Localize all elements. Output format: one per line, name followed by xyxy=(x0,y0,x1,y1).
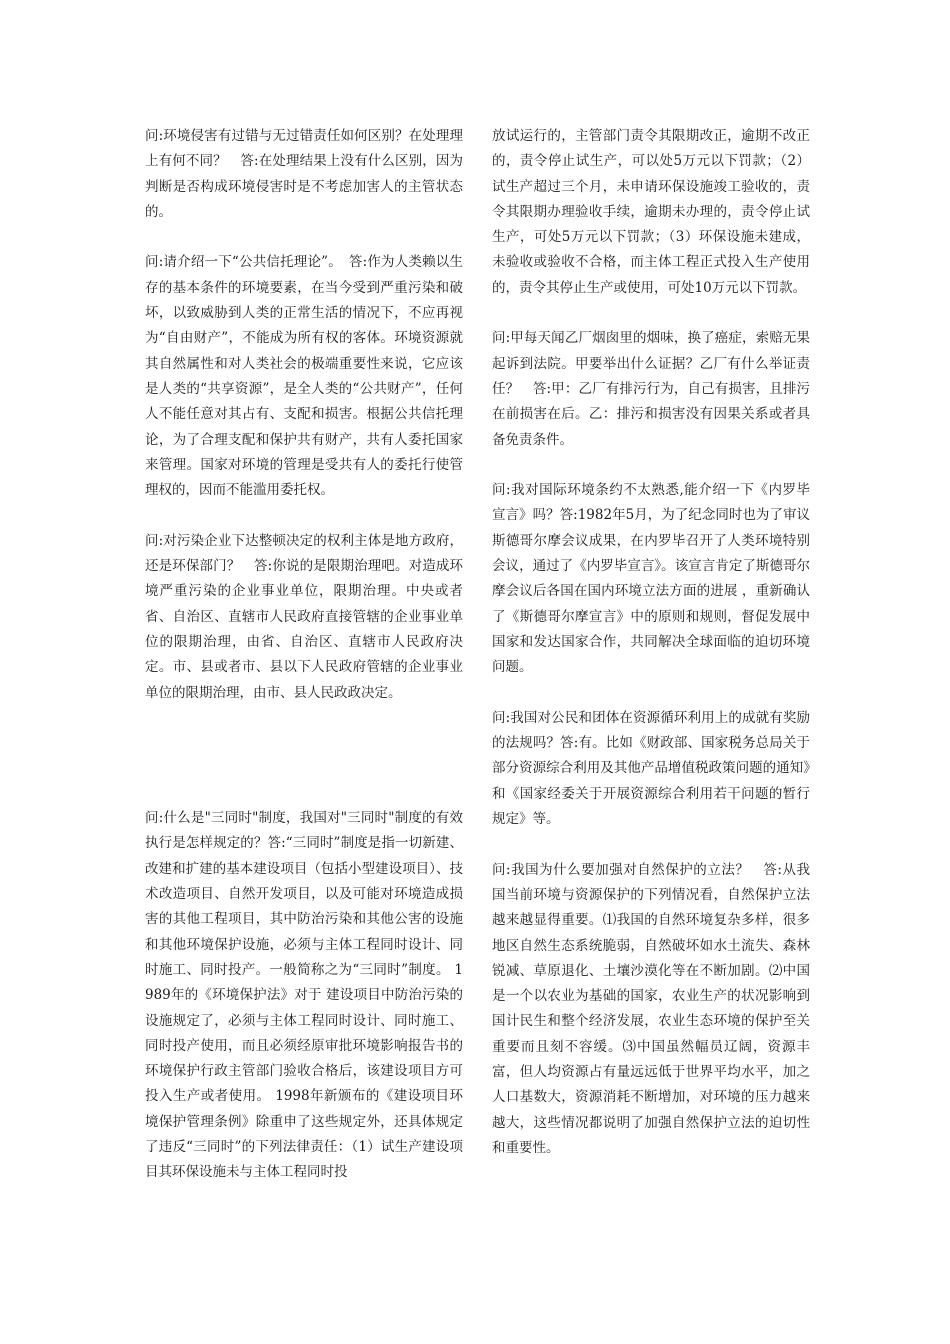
left-column xyxy=(145,124,463,1211)
qa-public-trust-theory: 问:请介绍一下“公共信托理论”。 答:作为人类赖以生存的基本条件的环境要素，在当今受到严重污染和破坏，以致威胁到人类的正常生活的情况下，不应再视为“自由财产”，不能成为所有权的客体。环境资源就其自然属性和对人类社会的极端重要性来说，它应该是人类的“共享资源”，是全人类的“公共财产”，任何人不能任意对其占有、支配和损害。根据公共信托理论，为了合理支配和保护共有财产，共有人委托国家来管理。国家对环境的管理是受共有人的委托行使管理权的，因而不能滥用委托权。 xyxy=(145,254,463,499)
qa-fault-liability: 问:环境侵害有过错与无过错责任如何区别？在处理理上有何不同？ 答:在处理结果上没有什么区别，因为判断是否构成环境侵害时是不考虑加害人的主管状态的。 xyxy=(145,128,463,220)
qa-nature-protection-legislation: 问:我国为什么要加强对自然保护的立法？ 答:从我国当前环境与资源保护的下列情况看，自然保护立法越来越显得重要。⑴我国的自然环境复杂多样，很多地区自然生态系统脆弱，自然破坏如水土流失、森林锐减、草原退化、土壤沙漠化等在不断加剧。⑵中国是一个以农业为基础的国家，农业生产的状况影响到国计民生和整个经济发展，农业生态环境的保护至关重要而且刻不容缓。⑶中国虽然幅员辽阔，资源丰富，但人均资源占有量远远低于世界平均水平，加之人口基数大，资源消耗不断增加，对环境的压力越来越大，这些情况都说明了加强自然保护立法的迫切性和重要性。 xyxy=(492,861,810,1156)
right-column xyxy=(492,124,810,1186)
qa-three-simultaneous: 问:什么是"三同时"制度，我国对"三同时"制度的有效执行是怎样规定的？答:“三同时”制度是指一切新建、改建和扩建的基本建设项目（包括小型建设项目）、技术改造项目、自然开发项目，以及可能对环境造成损害的其他工程项目，其中防治污染和其他公害的设施和其他环境保护设施，必须与主体工程同时设计、同时施工、同时投产。一般简称之为“三同时”制度。 1989年的《环境保护法》对于 建设项目中防治污染的设施规定了，必须与主体工程同时设计、同时施工、同时投产使用，而且必须经原审批环境影响报告书的环境保护行政主管部门验收合格后，该建设项目方可投入生产或者使用。 1998年新颁布的《建设项目环境保护管理条例》除重申了这些规定外，还具体规定了违反“三同时”的下列法律责任：（1）试生产建设项目其环保设施未与主体工程同时投 xyxy=(145,810,463,1181)
blank-gap xyxy=(145,731,463,806)
qa-rectification-authority: 问:对污染企业下达整顿决定的权利主体是地方政府，还是环保部门？ 答:你说的是限期治理吧。对造成环境严重污染的企业事业单位，限期治理。中央或者省、自治区、直辖市人民政府直接管辖的企业事业单位的限期治理，由省、自治区、直辖市人民政府决定。市、县或者市、县以下人民政府管辖的企业事业单位的限期治理，由市、县人民政政决定。 xyxy=(145,532,463,701)
qa-nairobi-declaration: 问:我对国际环境条约不太熟悉,能介绍一下《内罗毕宣言》吗？答:1982年5月，为了纪念同时也为了审议斯德哥尔摩会议成果，在内罗毕召开了人类环境特别会议，通过了《内罗毕宣言》。该宣言肯定了斯德哥尔摩会议后各国在国内环境立法方面的进展 ，重新确认了《斯德哥尔摩宣言》中的原则和规则，督促发展中国家和发达国家合作，共同解决全球面临的迫切环境问题。 xyxy=(492,482,810,676)
qa-three-simultaneous-continued: 放试运行的，主管部门责令其限期改正，逾期不改正的，责令停止试生产，可以处5万元以下罚款；（2）试生产超过三个月，未申请环保设施竣工验收的，责令其限期办理验收手续，逾期未办理的，责令停止试生产，可处5万元以下罚款；（3）环保设施未建成，未验收或验收不合格，而主体工程正式投入生产使用的，责令其停止生产或使用，可处10万元以下罚款。 xyxy=(492,128,810,296)
qa-smoke-damage-evidence: 问:甲每天闻乙厂烟囱里的烟味，换了癌症，索赔无果起诉到法院。甲要举出什么证据？乙厂有什么举证责任？ 答:甲：乙厂有排污行为，自己有损害，且排污在前损害在后。乙：排污和损害没有因果关系或者具备免责条件。 xyxy=(492,330,810,448)
qa-resource-recycling-rewards: 问:我国对公民和团体在资源循环利用上的成就有奖励的法规吗？答:有。比如《财政部、国家税务总局关于部分资源综合利用及其他产品增值税政策问题的通知》和《国家经委关于开展资源综合利用若干问题的暂行规定》等。 xyxy=(492,709,810,828)
